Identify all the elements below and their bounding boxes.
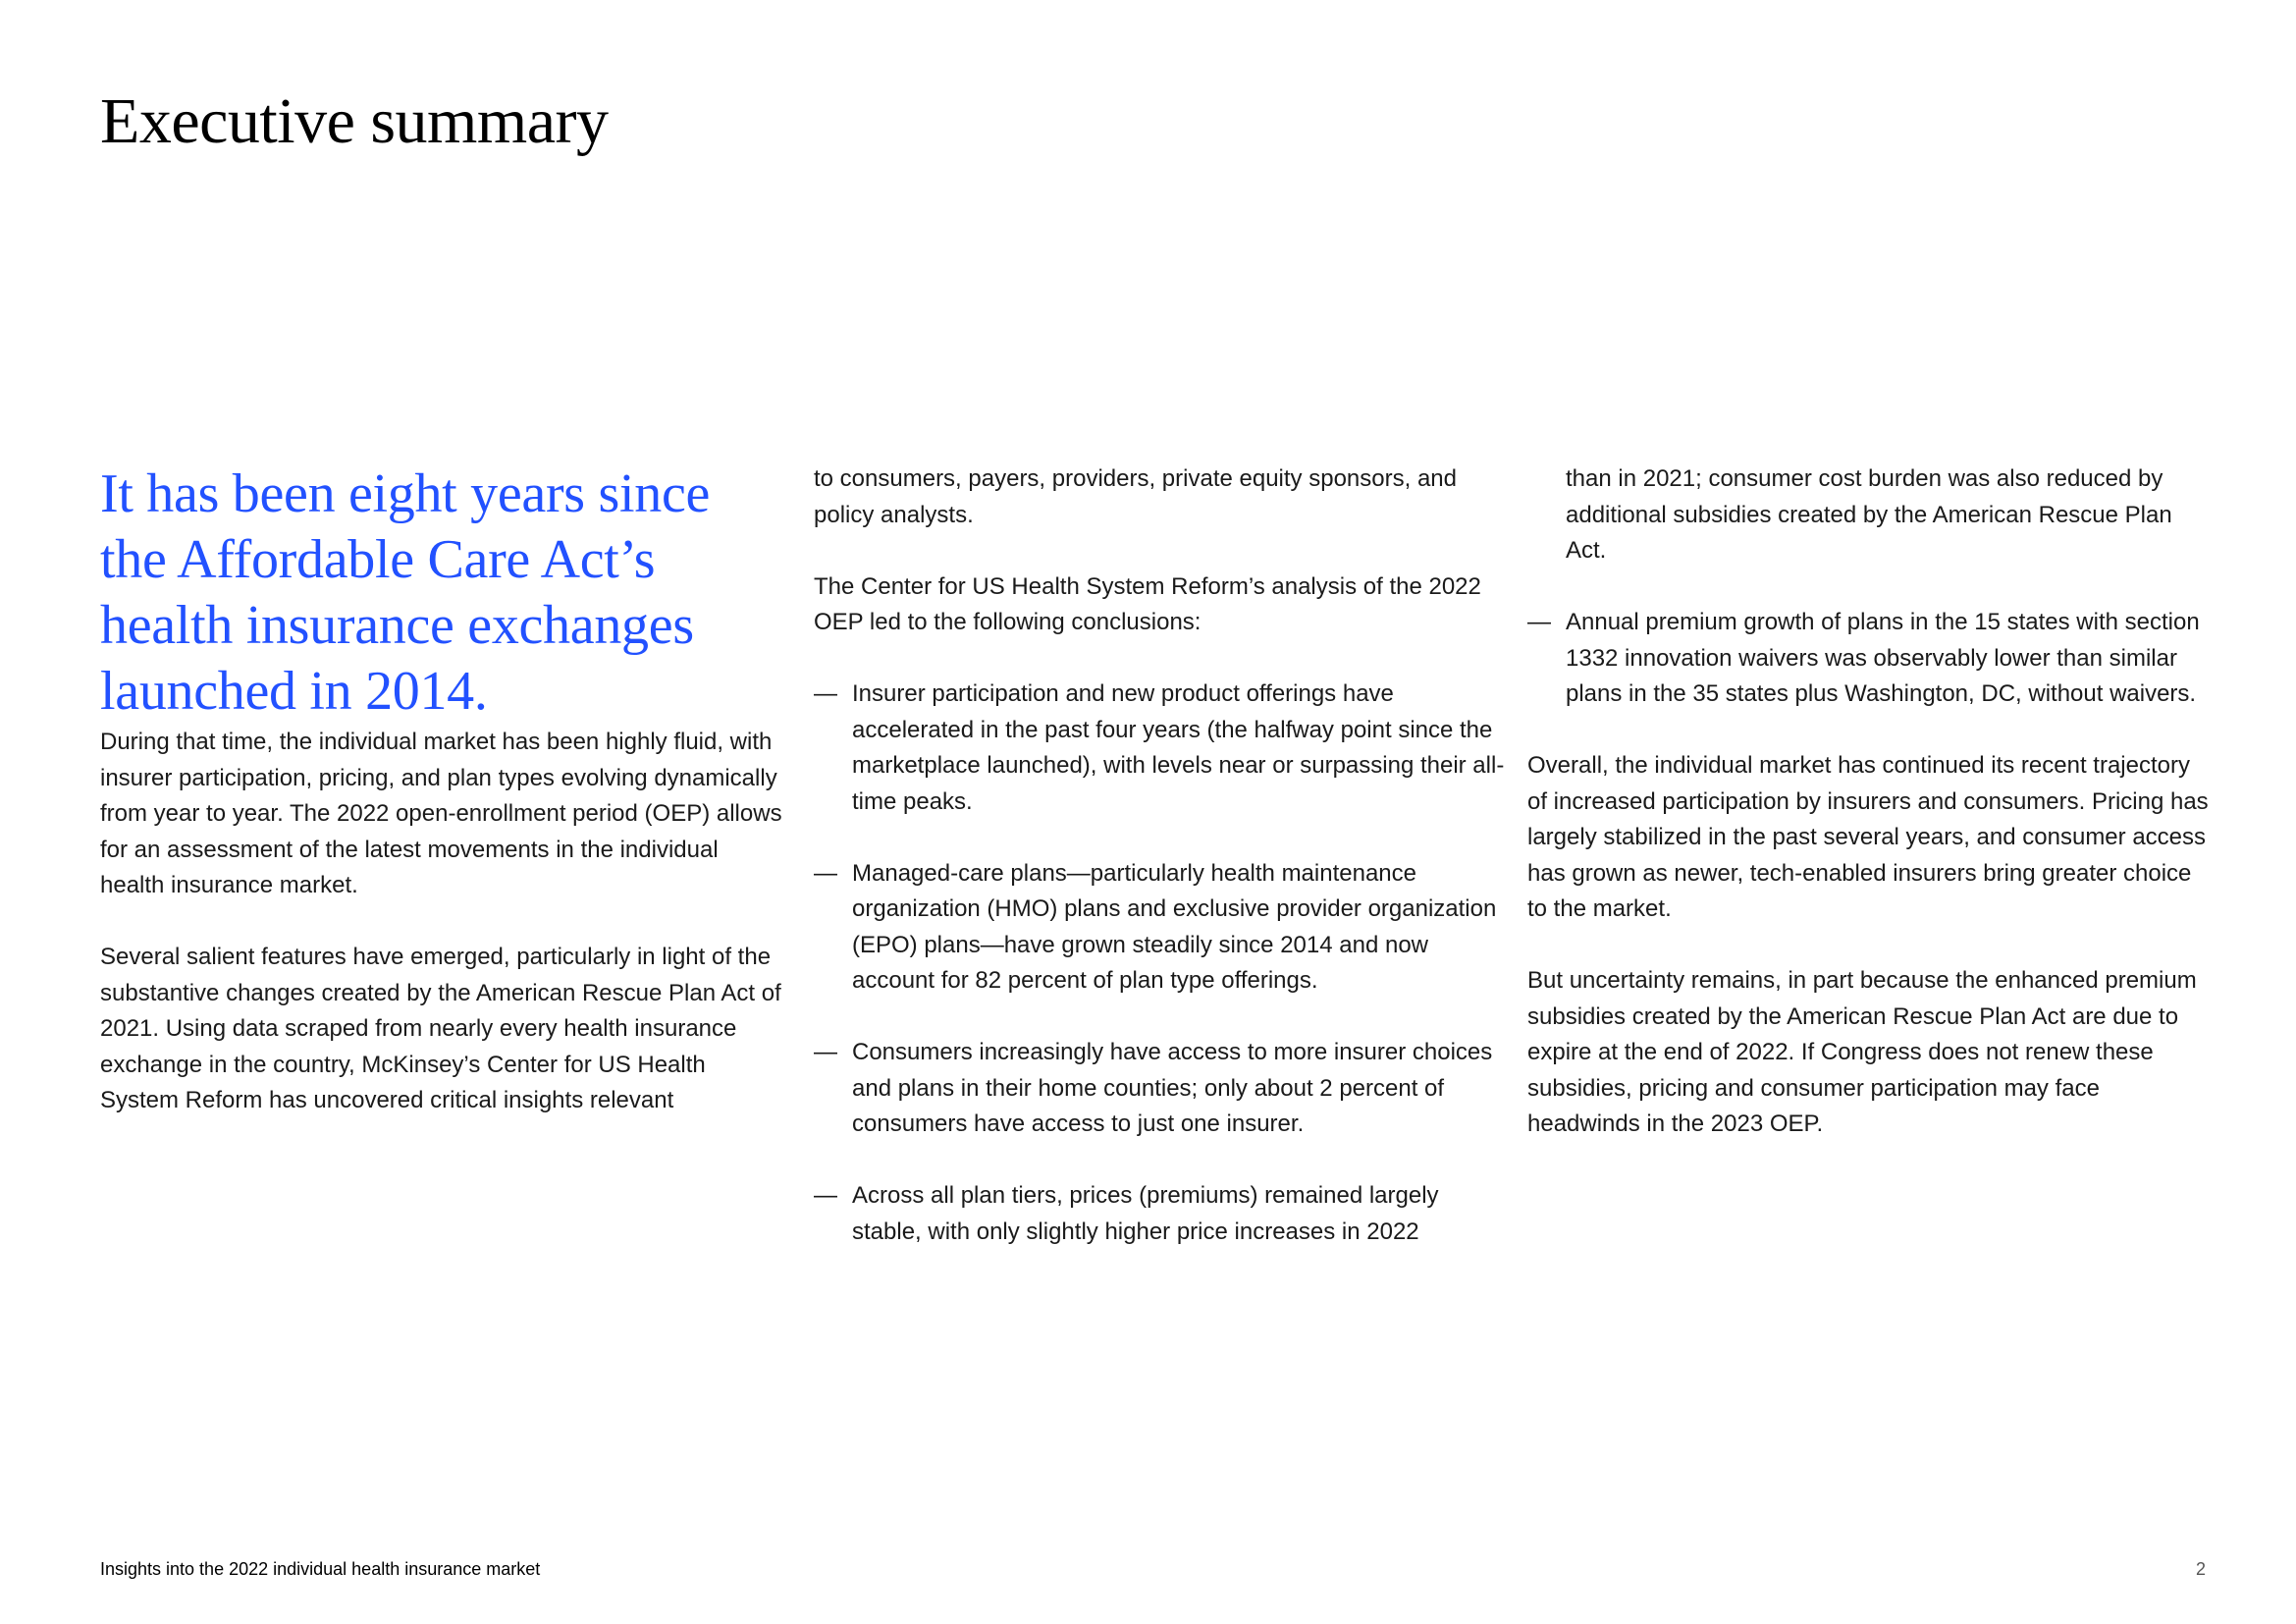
- pull-quote: It has been eight years since the Affordable Care Act’s health insurance exchanges launched in 2014.: [100, 463, 711, 722]
- conclusions-intro-paragraph: The Center for US Health System Reform’s analysis of the 2022 OEP led to the following conclusions:: [814, 572, 1481, 635]
- list-item-text: Consumers increasingly have access to more insurer choices and plans in their home counties; only about 2 percent of consumers have access to just one insurer.: [852, 1039, 1493, 1137]
- list-item: [814, 1035, 1506, 1143]
- dash-bullet: —: [814, 859, 837, 887]
- conclusions-list-continued: [1527, 605, 2215, 713]
- column-left: [100, 461, 787, 1119]
- dash-bullet: —: [814, 1039, 837, 1065]
- list-item-text: Across all plan tiers, prices (premiums) remained largely stable, with only slightly higher price increases in 2022: [852, 1182, 1439, 1245]
- features-paragraph: Several salient features have emerged, particularly in light of the substantive changes created by the American Rescue Plan Act of 2021. Using data scraped from nearly every health insurance exchange in the country, McKinsey’s Center for US Health System Reform has uncovered critical insights relevant: [100, 944, 781, 1113]
- list-item: [814, 1178, 1506, 1250]
- list-item-text: Insurer participation and new product offerings have accelerated in the past four years (the halfway point since the marketplace launched), with levels near or surpassing their all-time peaks.: [852, 680, 1505, 815]
- list-item: [1527, 605, 2215, 713]
- list-item: [814, 856, 1506, 1000]
- column-right: [1527, 461, 2215, 1143]
- page-number: 2: [2195, 1559, 2206, 1579]
- uncertainty-paragraph: But uncertainty remains, in part because the enhanced premium subsidies created by the American Rescue Plan Act are due to expire at the end of 2022. If Congress does not renew these subsidies, pricing and consumer participation may face headwinds in the 2023 OEP.: [1527, 967, 2197, 1137]
- conclusions-list: [814, 677, 1506, 1250]
- list-item-text: Annual premium growth of plans in the 15 states with section 1332 innovation waivers was observably lower than similar plans in the 35 states plus Washington, DC, without waivers.: [1566, 609, 2200, 707]
- intro-paragraph: During that time, the individual market has been highly fluid, with insurer participation, pricing, and plan types evolving dynamically from year to year. The 2022 open-enrollment period (OEP) allows for an assessment of the latest movements in the individual health insurance market.: [100, 729, 782, 898]
- dash-bullet: —: [814, 1182, 837, 1209]
- footer-label: Insights into the 2022 individual health insurance market: [100, 1559, 541, 1579]
- page-title: Executive summary: [100, 85, 609, 157]
- audience-paragraph: to consumers, payers, providers, private equity sponsors, and policy analysts.: [814, 465, 1457, 528]
- dash-bullet: —: [814, 680, 837, 707]
- list-item-text: Managed-care plans—particularly health maintenance organization (HMO) plans and exclusive provider organization (EPO) plans—have grown steadily since 2014 and now account for 82 percent of plan type offerings.: [852, 859, 1497, 994]
- dash-bullet: —: [1527, 609, 1551, 635]
- bullet-continuation: than in 2021; consumer cost burden was also reduced by additional subsidies created by the American Rescue Plan Act.: [1566, 465, 2172, 564]
- overall-paragraph: Overall, the individual market has continued its recent trajectory of increased participation by insurers and consumers. Pricing has largely stabilized in the past several years, and consumer access has grown as newer, tech-enabled insurers bring greater choice to the market.: [1527, 752, 2209, 922]
- list-item: [814, 677, 1506, 820]
- column-middle: [814, 461, 1506, 1286]
